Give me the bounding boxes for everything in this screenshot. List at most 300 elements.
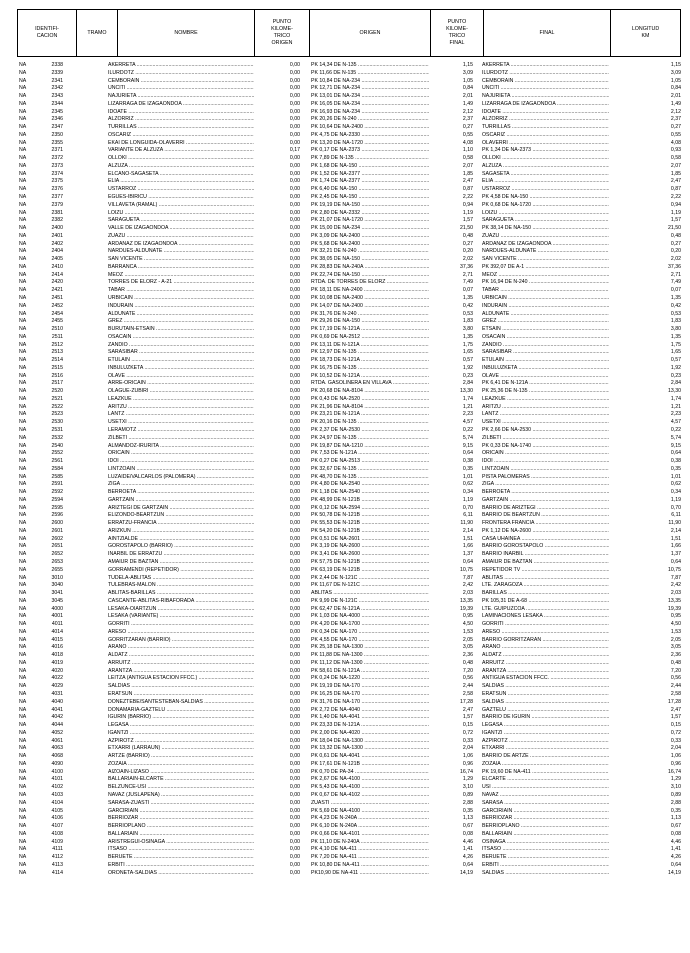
road-prefix: NA <box>19 768 27 775</box>
pk-origin: 0,00 <box>254 241 300 249</box>
road-name: IGURIN (BARRIO) ..... <box>108 714 262 722</box>
final: BERROETA ..... <box>482 489 614 497</box>
length-km: 0,56 <box>609 675 681 683</box>
table-row <box>17 334 681 342</box>
final: NAJURIETA ..... <box>482 93 614 101</box>
road-number: 2592 <box>51 489 63 496</box>
origin: RTDA. GASOLINERA EN VILLAVA ..... <box>311 380 435 388</box>
table-row <box>17 497 681 505</box>
road-name: OLLOKI ..... <box>108 155 262 163</box>
length-km: 1,66 <box>609 543 681 551</box>
final: PK 1,12 DE NA-2600 ..... <box>482 528 614 536</box>
pk-final: 0,35 <box>429 808 473 816</box>
origin: PK 48,70 DE N-135 ..... <box>311 474 435 482</box>
pk-origin: 0,00 <box>254 264 300 272</box>
road-number: 3041 <box>51 590 63 597</box>
road-number: 2346 <box>51 116 63 123</box>
final: PK 6,41 DE N-121A ..... <box>482 380 614 388</box>
origin: PK 4,75 DE NA-2330 ..... <box>311 132 435 140</box>
length-km: 0,57 <box>609 357 681 365</box>
pk-origin: 0,00 <box>254 458 300 466</box>
header-tramo: TRAMO <box>87 29 107 36</box>
road-number: 4100 <box>51 768 63 775</box>
road-name: ARANO ..... <box>108 644 262 652</box>
pk-final: 1,21 <box>429 404 473 412</box>
road-name: IÑARBIL DE ERRATZU ..... <box>108 551 262 559</box>
road-prefix: NA <box>19 333 27 340</box>
pk-final: 1,19 <box>429 497 473 505</box>
length-km: 0,87 <box>609 186 681 194</box>
pk-final: 3,09 <box>429 70 473 78</box>
road-name: BERRIOPLANO ..... <box>108 823 262 831</box>
length-km: 4,50 <box>609 621 681 629</box>
road-name: SARASA-ZUASTI ..... <box>108 800 262 808</box>
road-number: 2455 <box>51 318 63 325</box>
length-km: 1,49 <box>609 101 681 109</box>
final: LINTZOAIN ..... <box>482 466 614 474</box>
road-number: 4063 <box>51 745 63 752</box>
table-row <box>17 831 681 839</box>
road-prefix: NA <box>19 644 27 651</box>
table-row <box>17 582 681 590</box>
road-number: 4042 <box>51 714 63 721</box>
origin: PK 48,99 DE N-121B ..... <box>311 497 435 505</box>
table-row <box>17 256 681 264</box>
origin: PK 19,87 DE NA-1210 ..... <box>311 443 435 451</box>
pk-final: 1,53 <box>429 629 473 637</box>
table-row <box>17 683 681 691</box>
table-row <box>17 225 681 233</box>
road-name: ORICAIN ..... <box>108 450 262 458</box>
pk-origin: 0,00 <box>254 481 300 489</box>
road-name: BERROETA ..... <box>108 489 262 497</box>
length-km: 2,37 <box>609 116 681 124</box>
pk-final: 0,38 <box>429 458 473 466</box>
pk-origin: 0,00 <box>254 396 300 404</box>
pk-origin: 0,00 <box>254 862 300 870</box>
road-prefix: NA <box>19 535 27 542</box>
final: SARAGÜETA ..... <box>482 217 614 225</box>
origin: PK 11,12 DE NA-1300 ..... <box>311 660 435 668</box>
length-km: 16,74 <box>609 769 681 777</box>
table-row <box>17 707 681 715</box>
length-km: 13,35 <box>609 598 681 606</box>
road-prefix: NA <box>19 636 27 643</box>
table-row <box>17 551 681 559</box>
final: URBICAIN ..... <box>482 295 614 303</box>
table-row <box>17 730 681 738</box>
road-name: OLAVE ..... <box>108 373 262 381</box>
road-prefix: NA <box>19 722 27 729</box>
pk-origin: 0,00 <box>254 132 300 140</box>
road-name: TULEBRAS-MALON ..... <box>108 582 262 590</box>
pk-final: 2,42 <box>429 582 473 590</box>
road-name: OSCARIZ ..... <box>108 132 262 140</box>
road-number: 4041 <box>51 706 63 713</box>
pk-origin: 0,00 <box>254 792 300 800</box>
length-km: 2,84 <box>609 380 681 388</box>
road-name: LEGASA ..... <box>108 722 262 730</box>
pk-origin: 0,00 <box>254 800 300 808</box>
road-prefix: NA <box>19 310 27 317</box>
road-prefix: NA <box>19 341 27 348</box>
road-number: 2382 <box>51 217 63 224</box>
pk-final: 1,51 <box>429 536 473 544</box>
road-prefix: NA <box>19 155 27 162</box>
road-number: 2517 <box>51 380 63 387</box>
road-name: AINTZIALDE ..... <box>108 536 262 544</box>
road-name: GORRITZARAN (BARRIO) ..... <box>108 637 262 645</box>
pk-final: 0,22 <box>429 427 473 435</box>
pk-origin: 0,00 <box>254 575 300 583</box>
road-number: 4112 <box>51 854 63 861</box>
road-number: 2601 <box>51 527 63 534</box>
table-row <box>17 85 681 93</box>
pk-final: 2,12 <box>429 109 473 117</box>
origin: PK 55,53 DE N-121B ..... <box>311 520 435 528</box>
road-name: ELCANO-SAGASETA ..... <box>108 171 262 179</box>
final: UNCITI ..... <box>482 85 614 93</box>
table-row <box>17 186 681 194</box>
origin: PK 32,67 DE N-135 ..... <box>311 466 435 474</box>
pk-origin: 0,00 <box>254 551 300 559</box>
length-km: 0,96 <box>609 761 681 769</box>
pk-final: 3,10 <box>429 784 473 792</box>
pk-final: 0,56 <box>429 675 473 683</box>
road-number: 3045 <box>51 597 63 604</box>
final: ANTIGUA ESTACION FFCC. ..... <box>482 675 614 683</box>
pk-final: 13,35 <box>429 598 473 606</box>
length-km: 0,48 <box>609 660 681 668</box>
table-row <box>17 349 681 357</box>
table-row <box>17 761 681 769</box>
final: SAN VICENTE ..... <box>482 256 614 264</box>
pk-origin: 0,00 <box>254 730 300 738</box>
road-number: 3010 <box>51 574 63 581</box>
pk-origin: 0,00 <box>254 722 300 730</box>
table-row <box>17 536 681 544</box>
pk-origin: 0,00 <box>254 62 300 70</box>
table-row <box>17 93 681 101</box>
pk-final: 2,03 <box>429 590 473 598</box>
pk-origin: 0,00 <box>254 699 300 707</box>
road-number: 2420 <box>51 279 63 286</box>
road-prefix: NA <box>19 574 27 581</box>
origin: PK 7,89 DE N-135 ..... <box>311 155 435 163</box>
origin: PK 23,21 DE N-121A ..... <box>311 411 435 419</box>
pk-final: 1,10 <box>429 147 473 155</box>
road-number: 2375 <box>51 178 63 185</box>
pk-final: 0,35 <box>429 466 473 474</box>
final: AMAIUR DE BAZTAN ..... <box>482 559 614 567</box>
origin: PK 6,40 DE NA-150 ..... <box>311 186 435 194</box>
pk-origin: 0,00 <box>254 311 300 319</box>
pk-origin: 0,00 <box>254 155 300 163</box>
road-number: 2374 <box>51 170 63 177</box>
final: BARRIO GORRITZARAN ..... <box>482 637 614 645</box>
pk-final: 7,20 <box>429 668 473 676</box>
length-km: 19,39 <box>609 606 681 614</box>
length-km: 4,26 <box>609 854 681 862</box>
road-name: ARITZU ..... <box>108 404 262 412</box>
pk-origin: 0,00 <box>254 683 300 691</box>
road-number: 2339 <box>51 69 63 76</box>
origin: PK 13,11 DE N-121A ..... <box>311 342 435 350</box>
pk-origin: 0,00 <box>254 427 300 435</box>
road-prefix: NA <box>19 667 27 674</box>
pk-final: 0,64 <box>429 450 473 458</box>
final: ARANTZA ..... <box>482 668 614 676</box>
origin: PK 2,37 DE NA-2530 ..... <box>311 427 435 435</box>
road-number: 4111 <box>52 846 63 853</box>
final: PK 25,36 DE N-135 ..... <box>482 388 614 396</box>
road-name: OLAGÜE-ZUBIRI ..... <box>108 388 262 396</box>
pk-final: 1,41 <box>429 846 473 854</box>
pk-origin: 0,00 <box>254 668 300 676</box>
length-km: 0,64 <box>609 450 681 458</box>
length-km: 0,34 <box>609 489 681 497</box>
final: NAVAZ ..... <box>482 792 614 800</box>
length-km: 7,87 <box>609 575 681 583</box>
road-name: ZOZAIA ..... <box>108 761 262 769</box>
pk-final: 4,26 <box>429 854 473 862</box>
length-km: 1,35 <box>609 295 681 303</box>
road-number: 2515 <box>51 364 63 371</box>
final: GARTZAIN ..... <box>482 497 614 505</box>
road-prefix: NA <box>19 450 27 457</box>
length-km: 0,94 <box>609 202 681 210</box>
origin: PK 19,19 DE NA-170 ..... <box>311 683 435 691</box>
origin: PK 38,05 DE NA-150 ..... <box>311 256 435 264</box>
origin: PK 16,93 DE NA-234 ..... <box>311 109 435 117</box>
pk-origin: 0,00 <box>254 598 300 606</box>
table-row <box>17 380 681 388</box>
road-number: 2585 <box>51 473 63 480</box>
final: USI ..... <box>482 784 614 792</box>
road-number: 2514 <box>51 357 63 364</box>
final: PK 105,31 DE A-68 ..... <box>482 598 614 606</box>
origin: PK 0,70 DE PA-34 ..... <box>311 769 435 777</box>
road-name: ETXARRI (LARRAUN) ..... <box>108 745 262 753</box>
road-prefix: NA <box>19 69 27 76</box>
road-name: DONAMARIA-GAZTELU ..... <box>108 707 262 715</box>
road-prefix: NA <box>19 815 27 822</box>
road-prefix: NA <box>19 186 27 193</box>
pk-final: 0,20 <box>429 248 473 256</box>
pk-final: 1,19 <box>429 210 473 218</box>
length-km: 0,93 <box>609 147 681 155</box>
road-name: BERUETE ..... <box>108 854 262 862</box>
pk-origin: 0,00 <box>254 776 300 784</box>
final: BARRIO DE ARTZE ..... <box>482 753 614 761</box>
final: ITSASO ..... <box>482 846 614 854</box>
final: CEMBORAIN ..... <box>482 78 614 86</box>
road-prefix: NA <box>19 232 27 239</box>
table-row <box>17 241 681 249</box>
length-km: 1,29 <box>609 776 681 784</box>
table-row <box>17 373 681 381</box>
table-row <box>17 745 681 753</box>
road-name: AMAIUR DE BAZTAN ..... <box>108 559 262 567</box>
pk-origin: 0,00 <box>254 590 300 598</box>
final: ELIA ..... <box>482 178 614 186</box>
road-name: GREZ ..... <box>108 318 262 326</box>
road-prefix: NA <box>19 776 27 783</box>
origin: PK 12,71 DE NA-234 ..... <box>311 85 435 93</box>
origin: PK 2,00 DE NA-4020 ..... <box>311 730 435 738</box>
origin: PK 0,24 DE NA-1220 ..... <box>311 675 435 683</box>
table-row <box>17 792 681 800</box>
origin: PK 5,68 DE NA-2400 ..... <box>311 241 435 249</box>
length-km: 14,19 <box>609 870 681 878</box>
pk-final: 0,70 <box>429 505 473 513</box>
origin: PK 15,00 DE NA-234 ..... <box>311 225 435 233</box>
length-km: 2,22 <box>609 194 681 202</box>
road-prefix: NA <box>19 597 27 604</box>
pk-origin: 0,00 <box>254 497 300 505</box>
pk-origin: 0,00 <box>254 637 300 645</box>
road-name: BARRANCA ..... <box>108 264 262 272</box>
final: BARRIO GOROSTAPOLO ..... <box>482 543 614 551</box>
pk-origin: 0,00 <box>254 279 300 287</box>
pk-final: 17,28 <box>429 699 473 707</box>
pk-final: 11,90 <box>429 520 473 528</box>
pk-final: 14,19 <box>429 870 473 878</box>
table-row <box>17 217 681 225</box>
length-km: 1,21 <box>609 404 681 412</box>
final: FRONTERA FRANCIA ..... <box>482 520 614 528</box>
length-km: 0,62 <box>609 481 681 489</box>
road-name: ELIZONDO-BEARTZUN ..... <box>108 512 262 520</box>
road-name: ZANDIO ..... <box>108 342 262 350</box>
pk-origin: 0,00 <box>254 520 300 528</box>
pk-origin: 0,00 <box>254 613 300 621</box>
road-name: ARIZKUN ..... <box>108 528 262 536</box>
origin: PK 22,74 DE NA-150 ..... <box>311 272 435 280</box>
road-name: LESAKA (VARIANTE) ..... <box>108 613 262 621</box>
road-number: 2404 <box>51 248 63 255</box>
road-number: 2350 <box>51 131 63 138</box>
final: SARASIBAR ..... <box>482 349 614 357</box>
road-number: 4018 <box>51 652 63 659</box>
pk-origin: 0,00 <box>254 839 300 847</box>
road-name: ORONETA-SALDIAS ..... <box>108 870 262 878</box>
pk-origin: 0,00 <box>254 466 300 474</box>
origin: PK 16,75 DE N-135 ..... <box>311 365 435 373</box>
origin: PK 10,84 DE NA-234 ..... <box>311 78 435 86</box>
pk-origin: 0,00 <box>254 536 300 544</box>
final: AKERRETA ..... <box>482 62 614 70</box>
final: BARRIO DE IGURIN ..... <box>482 714 614 722</box>
length-km: 0,95 <box>609 613 681 621</box>
pk-final: 7,49 <box>429 279 473 287</box>
road-name: IGANTZI ..... <box>108 730 262 738</box>
pk-final: 0,08 <box>429 831 473 839</box>
table-row <box>17 365 681 373</box>
road-prefix: NA <box>19 753 27 760</box>
table-row <box>17 303 681 311</box>
origin: PK 2,80 DE NA-2332 ..... <box>311 210 435 218</box>
road-number: 2376 <box>51 186 63 193</box>
length-km: 1,05 <box>609 78 681 86</box>
road-number: 4022 <box>51 675 63 682</box>
length-km: 0,55 <box>609 132 681 140</box>
road-name: BERRIOZAR ..... <box>108 815 262 823</box>
road-prefix: NA <box>19 77 27 84</box>
length-km: 4,46 <box>609 839 681 847</box>
final: SALDIAS ..... <box>482 699 614 707</box>
pk-final: 0,64 <box>429 862 473 870</box>
length-km: 0,38 <box>609 458 681 466</box>
table-row <box>17 287 681 295</box>
pk-origin: 0,00 <box>254 512 300 520</box>
pk-final: 6,11 <box>429 512 473 520</box>
road-name: USTARROZ ..... <box>108 186 262 194</box>
table-row <box>17 839 681 847</box>
table-row <box>17 567 681 575</box>
origin: PK 50,78 DE N-121B ..... <box>311 512 435 520</box>
road-prefix: NA <box>19 527 27 534</box>
table-row <box>17 101 681 109</box>
road-prefix: NA <box>19 349 27 356</box>
length-km: 2,03 <box>609 590 681 598</box>
road-number: 2602 <box>51 535 63 542</box>
table-row <box>17 753 681 761</box>
final: CASA UHAINEA ..... <box>482 536 614 544</box>
road-prefix: NA <box>19 760 27 767</box>
origin: PK 0,17 DE NA-2373 ..... <box>311 147 435 155</box>
pk-origin: 0,00 <box>254 248 300 256</box>
table-row <box>17 613 681 621</box>
road-prefix: NA <box>19 256 27 263</box>
road-name: GORRITI ..... <box>108 621 262 629</box>
table-header <box>17 9 681 57</box>
road-name: BALLARIAIN ..... <box>108 831 262 839</box>
length-km: 2,04 <box>609 745 681 753</box>
pk-origin: 0,00 <box>254 287 300 295</box>
origin: PK 57,75 DE N-121B ..... <box>311 559 435 567</box>
origin: PK 21,96 DE NA-8104 ..... <box>311 404 435 412</box>
road-number: 4001 <box>51 613 63 620</box>
road-prefix: NA <box>19 869 27 876</box>
final: LIZARRAGA DE IZAGAONDOA ..... <box>482 101 614 109</box>
final: GREZ ..... <box>482 318 614 326</box>
road-name: ZILBETI ..... <box>108 435 262 443</box>
pk-final: 0,34 <box>429 489 473 497</box>
origin: PK 6,10 DE N-240A ..... <box>311 823 435 831</box>
origin: PK 1,18 DE NA-2540 ..... <box>311 489 435 497</box>
road-number: 4016 <box>51 644 63 651</box>
road-name: ALMANDOZ-IRURITA ..... <box>108 443 262 451</box>
table-row <box>17 419 681 427</box>
pk-final: 1,37 <box>429 551 473 559</box>
final: GAZTELU ..... <box>482 707 614 715</box>
pk-origin: 0,00 <box>254 365 300 373</box>
origin: PK 0,27 DE NA-2513 ..... <box>311 458 435 466</box>
origin: PK 5,69 DE NA-4100 ..... <box>311 808 435 816</box>
pk-origin: 0,00 <box>254 450 300 458</box>
road-prefix: NA <box>19 698 27 705</box>
length-km: 0,67 <box>609 823 681 831</box>
pk-origin: 0,00 <box>254 505 300 513</box>
pk-origin: 0,00 <box>254 233 300 241</box>
pk-final: 1,65 <box>429 349 473 357</box>
length-km: 1,51 <box>609 536 681 544</box>
pk-origin: 0,00 <box>254 761 300 769</box>
origin: ABLITAS ..... <box>311 590 435 598</box>
pk-origin: 0,00 <box>254 256 300 264</box>
road-name: GOROSTAPOLO (BARRIO) ..... <box>108 543 262 551</box>
